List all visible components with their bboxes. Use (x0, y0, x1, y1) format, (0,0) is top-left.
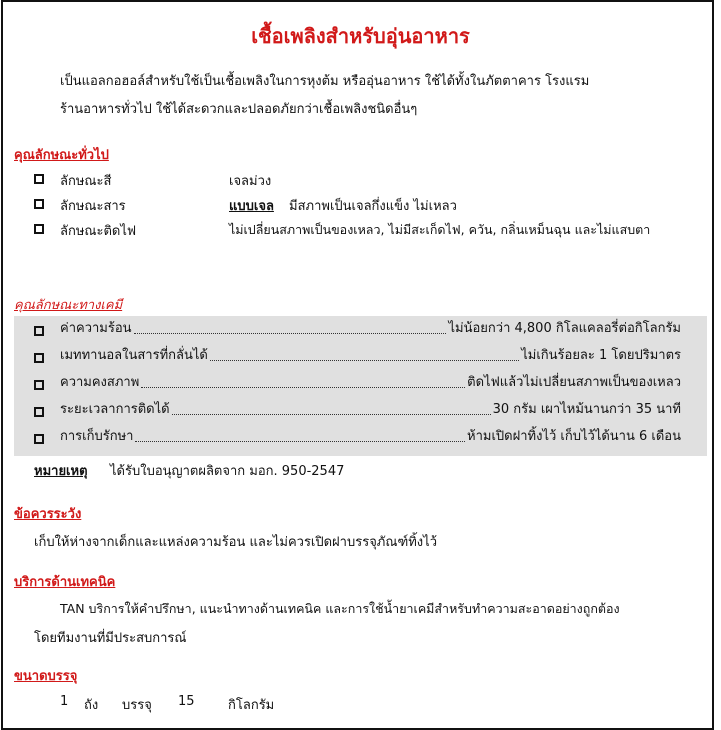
chemical-row (60, 372, 681, 392)
general-value-flammability: ไม่เปลี่ยนสภาพเป็นของเหลว, ไม่มีสะเก็ดไฟ, ควัน, กลิ่นเหม็นฉุน และไม่แสบตา (229, 222, 651, 237)
general-heading: คุณลักษณะทั่วไป (14, 148, 109, 163)
packaging-qty: 1 (60, 694, 69, 709)
general-value-color: เจลม่วง (229, 174, 272, 189)
chemical-label: ความคงสภาพ (60, 375, 140, 390)
chemical-row (60, 318, 681, 338)
packaging-unit: ถัง (84, 698, 99, 713)
checkbox-icon (34, 434, 44, 444)
general-value-substance: มีสภาพเป็นเจลกึ่งแข็ง ไม่เหลว (289, 199, 457, 214)
packaging-measure: กิโลกรัม (228, 698, 275, 713)
checkbox-icon (34, 199, 44, 209)
caution-text: เก็บให้ห่างจากเด็กและแหล่งความร้อน และไม่ควรเปิดฝาบรรจุภัณฑ์ทิ้งไว้ (34, 535, 437, 550)
chemical-value: ไม่เกินร้อยละ 1 โดยปริมาตร (521, 348, 681, 363)
chemical-label: ค่าความร้อน (60, 321, 132, 336)
chemical-row (60, 345, 681, 365)
leader-dots (210, 360, 519, 361)
packaging-heading: ขนาดบรรจุ (14, 669, 78, 684)
checkbox-icon (34, 353, 44, 363)
technical-line-2: โดยทีมงานที่มีประสบการณ์ (34, 631, 187, 646)
caution-heading: ข้อควรระวัง (14, 507, 82, 522)
packaging-amount: 15 (178, 694, 195, 709)
chemical-value: ไม่น้อยกว่า 4,800 กิโลแคลอรี่ต่อกิโลกรัม (448, 321, 681, 336)
intro-line-2: ร้านอาหารทั่วไป ใช้ได้สะดวกและปลอดภัยกว่าเชื้อเพลิงชนิดอื่นๆ (60, 102, 418, 117)
chemical-value: ห้ามเปิดฝาทิ้งไว้ เก็บไว้ได้นาน 6 เดือน (467, 429, 681, 444)
chemical-row (60, 426, 681, 446)
general-label-color: ลักษณะสี (60, 174, 112, 189)
checkbox-icon (34, 407, 44, 417)
leader-dots (172, 414, 491, 415)
packaging-fill: บรรจุ (122, 698, 152, 713)
chemical-label: ระยะเวลาการติดได้ (60, 402, 170, 417)
leader-dots (141, 387, 465, 388)
checkbox-icon (34, 326, 44, 336)
chemical-heading: คุณลักษณะทางเคมี (14, 298, 123, 313)
general-label-substance: ลักษณะสาร (60, 199, 126, 214)
technical-heading: บริการด้านเทคนิค (14, 575, 116, 590)
document-title: เชื้อเพลิงสำหรับอุ่นอาหาร (251, 24, 470, 48)
note-text: ได้รับใบอนุญาตผลิตจาก มอก. 950-2547 (110, 464, 345, 479)
general-label-flammability: ลักษณะติดไฟ (60, 224, 137, 239)
chemical-label: เมททานอลในสารที่กลั่นได้ (60, 348, 208, 363)
technical-line-1: TAN บริการให้คำปรึกษา, แนะนำทางด้านเทคนิค และการใช้น้ำยาเคมีสำหรับทำความสะอาดอย่างถูกต้อง (60, 601, 620, 616)
checkbox-icon (34, 380, 44, 390)
chemical-value: 30 กรัม เผาไหม้นานกว่า 35 นาที (492, 402, 681, 417)
checkbox-icon (34, 224, 44, 234)
general-value-substance-type: แบบเจล (229, 199, 274, 214)
leader-dots (134, 333, 447, 334)
chemical-label: การเก็บรักษา (60, 429, 134, 444)
intro-line-1: เป็นแอลกอฮอล์สำหรับใช้เป็นเชื้อเพลิงในการหุงต้ม หรืออุ่นอาหาร ใช้ได้ทั้งในภัตตาคาร โรงแรม (60, 74, 590, 89)
chemical-value: ติดไฟแล้วไม่เปลี่ยนสภาพเป็นของเหลว (467, 375, 681, 390)
checkbox-icon (34, 174, 44, 184)
chemical-row (60, 399, 681, 419)
note-label: หมายเหตุ (34, 464, 88, 479)
leader-dots (135, 441, 465, 442)
